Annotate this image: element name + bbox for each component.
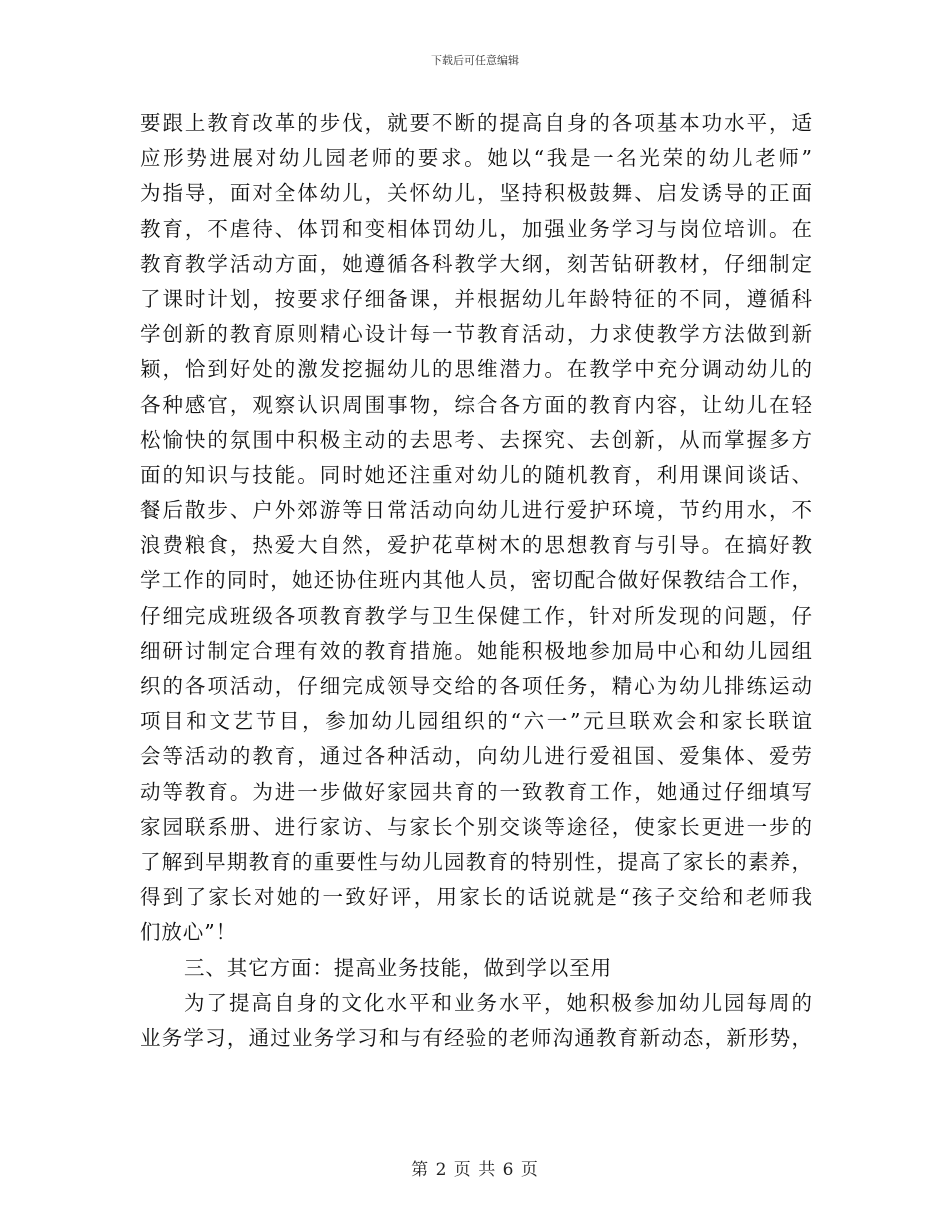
page-number: 第 2 页 共 6 页 — [411, 1160, 539, 1180]
body-line: 仔细完成班级各项教育教学与卫生保健工作，针对所发现的问题，仔 — [140, 603, 812, 628]
body-line: 织的各项活动，仔细完成领导交给的各项任务，精心为幼儿排练运动 — [140, 674, 812, 698]
body-line: 家园联系册、进行家访、与家长个别交谈等途径，使家长更进一步的 — [140, 814, 812, 839]
paragraph-end-line: 们放心”！ — [140, 920, 237, 945]
body-line: 动等教育。为进一步做好家园共育的一致教育工作，她通过仔细填写 — [140, 779, 812, 804]
document-body — [140, 106, 812, 1056]
body-line: 学创新的教育原则精心设计每一节教育活动，力求使教学方法做到新 — [140, 322, 812, 347]
body-line: 要跟上教育改革的步伐，就要不断的提高自身的各项基本功水平，适 — [140, 111, 812, 135]
page-header: 下载后可任意编辑 — [431, 54, 519, 67]
body-line: 会等活动的教育，通过各种活动，向幼儿进行爱祖国、爱集体、爱劳 — [140, 744, 812, 769]
body-line: 项目和文艺节目，参加幼儿园组织的“六一”元旦联欢会和家长联谊 — [140, 709, 812, 734]
section-heading: 三、其它方面：提高业务技能，做到学以至用 — [184, 955, 612, 980]
body-line: 教育，不虐待、体罚和变相体罚幼儿，加强业务学习与岗位培训。在 — [140, 216, 812, 241]
body-line: 松愉快的氛围中积极主动的去思考、去探究、去创新，从而掌握多方 — [140, 427, 812, 452]
body-line: 为指导，面对全体幼儿，关怀幼儿，坚持积极鼓舞、启发诱导的正面 — [140, 181, 812, 206]
body-line: 教育教学活动方面，她遵循各科教学大纲，刻苦钻研教材，仔细制定 — [140, 251, 812, 276]
body-line: 为了提高自身的文化水平和业务水平，她积极参加幼儿园每周的 — [184, 990, 812, 1015]
body-line: 业务学习，通过业务学习和与有经验的老师沟通教育新动态，新形势， — [140, 1025, 812, 1050]
body-line: 了课时计划，按要求仔细备课，并根据幼儿年龄特征的不同，遵循科 — [140, 286, 812, 311]
body-line: 了解到早期教育的重要性与幼儿园教育的特别性，提高了家长的素养， — [140, 849, 812, 874]
body-line: 餐后散步、户外郊游等日常活动向幼儿进行爱护环境，节约用水，不 — [140, 498, 812, 523]
body-line: 得到了家长对她的一致好评，用家长的话说就是“孩子交给和老师我 — [140, 885, 812, 910]
body-line: 各种感官，观察认识周围事物，综合各方面的教育内容，让幼儿在轻 — [140, 392, 812, 417]
body-line: 面的知识与技能。同时她还注重对幼儿的随机教育，利用课间谈话、 — [140, 462, 812, 487]
body-line: 学工作的同时，她还协住班内其他人员，密切配合做好保教结合工作， — [140, 568, 812, 593]
body-line: 浪费粮食，热爱大自然，爱护花草树木的思想教育与引导。在搞好教 — [140, 533, 812, 558]
body-line: 细研讨制定合理有效的教育措施。她能积极地参加局中心和幼儿园组 — [140, 638, 812, 663]
body-line: 颖，恰到好处的激发挖掘幼儿的思维潜力。在教学中充分调动幼儿的 — [140, 357, 812, 382]
body-line: 应形势进展对幼儿园老师的要求。她以“我是一名光荣的幼儿老师” — [140, 146, 812, 171]
